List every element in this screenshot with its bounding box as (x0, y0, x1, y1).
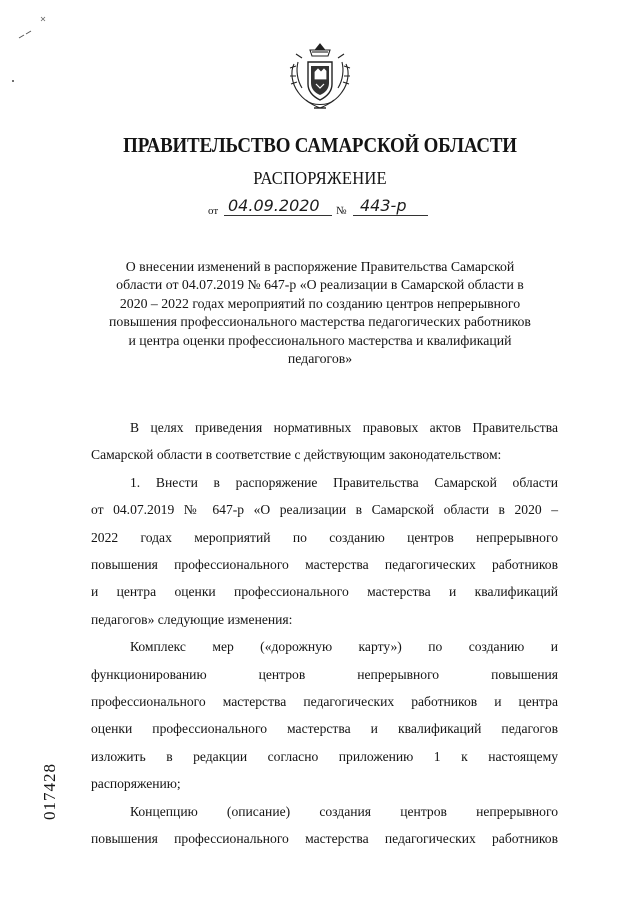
handwritten-number: 443-р (360, 196, 407, 215)
document-type: РАСПОРЯЖЕНИЕ (253, 168, 387, 188)
body-line: распоряжению; (91, 776, 181, 792)
document-heading (100, 258, 540, 368)
body-line: изложить в редакции согласно приложению 1 к настоящему (91, 748, 558, 764)
date-underline (224, 215, 332, 216)
heading-line: 2020 – 2022 годах мероприятий по созданию центров непрерывного (119, 295, 521, 311)
scan-mark (40, 16, 46, 22)
body-line: Комплекс мер («дорожную карту») по созданию и (130, 639, 558, 655)
body-line: функционированию центров непрерывного повышения (91, 666, 558, 682)
body-line: педагогов» следующие изменения: (91, 611, 293, 627)
number-underline (353, 215, 428, 216)
date-number-line (208, 196, 438, 220)
body-line: повышения профессионального мастерства педагогических работников (91, 831, 558, 847)
body-line: Концепцию (описание) создания центров непрерывного (130, 803, 558, 819)
date-prefix: от (208, 205, 219, 217)
body-line: В целях приведения нормативных правовых актов Правительства (130, 420, 558, 435)
scan-mark (10, 78, 16, 84)
heading-line: и центра оценки профессионального мастерства и квалификаций (128, 332, 512, 348)
document-body (91, 414, 558, 853)
handwritten-date: 04.09.2020 (228, 196, 320, 215)
body-line: 1. Внести в распоряжение Правительства Самарской области (130, 474, 558, 490)
body-line: оценки профессионального мастерства и квалификаций педагогов (91, 721, 558, 737)
body-line: Самарской области в соответствие с действующим законодательством: (91, 447, 502, 463)
body-line: повышения профессионального мастерства педагогических работников (91, 557, 558, 573)
body-line: от 04.07.2019 № 647-р «О реализации в Самарской области в 2020 – (91, 502, 558, 518)
heading-line: области от 04.07.2019 № 647-р «О реализации в Самарской области в (116, 277, 524, 293)
heading-line: повышения профессионального мастерства педагогических работников (109, 314, 531, 330)
page-title: ПРАВИТЕЛЬСТВО САМАРСКОЙ ОБЛАСТИ (123, 133, 517, 157)
number-prefix: № (336, 205, 347, 217)
heading-line: О внесении изменений в распоряжение Правительства Самарской (125, 259, 515, 274)
coat-of-arms-icon (288, 42, 352, 114)
heading-line: педагогов» (287, 351, 353, 367)
registration-number: 017428 (40, 763, 59, 820)
body-line: профессионального мастерства педагогических работников и центра (91, 694, 558, 710)
scan-mark (18, 30, 32, 40)
body-line: 2022 годах мероприятий по созданию центров непрерывного (91, 529, 558, 545)
body-line: и центра оценки профессионального мастерства и квалификаций (91, 584, 558, 600)
